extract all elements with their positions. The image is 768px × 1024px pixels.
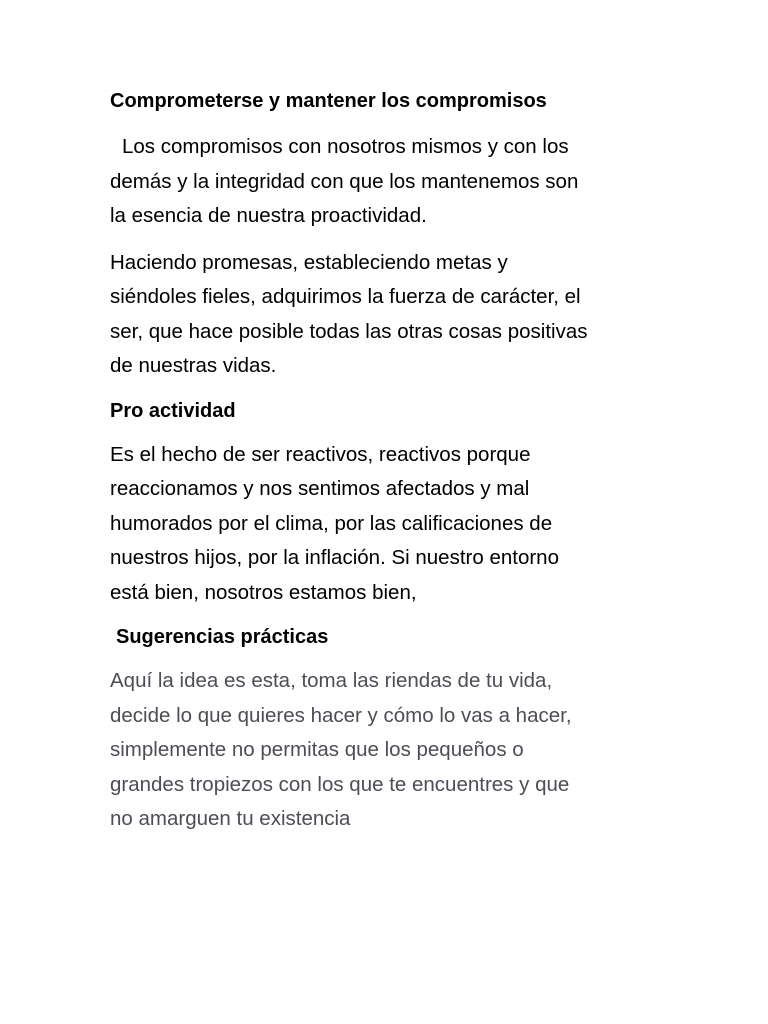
- text-line: siéndoles fieles, adquirimos la fuerza de carácter, el: [110, 285, 581, 308]
- text-line: no amarguen tu existencia: [110, 807, 351, 830]
- text-line: demás y la integridad con que los mantenemos son: [110, 169, 579, 193]
- section-heading-compromisos: Comprometerse y mantener los compromisos: [110, 90, 547, 112]
- section-heading-pro-actividad: Pro actividad: [110, 399, 236, 422]
- paragraph-compromisos-intro: [110, 130, 655, 234]
- text-line: simplemente no permitas que los pequeños o: [110, 738, 524, 761]
- text-line: humorados por el clima, por las calificaciones de: [110, 511, 553, 535]
- document-body: [110, 86, 655, 849]
- text-line: está bien, nosotros estamos bien,: [110, 580, 417, 604]
- text-line: Aquí la idea es esta, toma las riendas de tu vida,: [110, 669, 553, 692]
- text-line: Los compromisos con nosotros mismos y con los: [122, 135, 569, 158]
- text-line: reaccionamos y nos sentimos afectados y mal: [110, 477, 530, 500]
- paragraph-sugerencias: [110, 664, 655, 837]
- paragraph-promesas: [110, 246, 655, 384]
- text-line: Haciendo promesas, estableciendo metas y: [110, 250, 508, 274]
- text-line: grandes tropiezos con los que te encuentres y que: [110, 772, 570, 796]
- text-line: la esencia de nuestra proactividad.: [110, 204, 427, 227]
- section-heading-sugerencias: Sugerencias prácticas: [116, 626, 329, 648]
- paragraph-reactivos: [110, 438, 655, 611]
- text-line: Es el hecho de ser reactivos, reactivos porque: [110, 442, 531, 466]
- text-line: decide lo que quieres hacer y cómo lo vas a hacer,: [110, 703, 572, 727]
- text-line: de nuestras vidas.: [110, 354, 277, 377]
- text-line: ser, que hace posible todas las otras cosas positivas: [110, 319, 588, 343]
- text-line: nuestros hijos, por la inflación. Si nuestro entorno: [110, 546, 559, 569]
